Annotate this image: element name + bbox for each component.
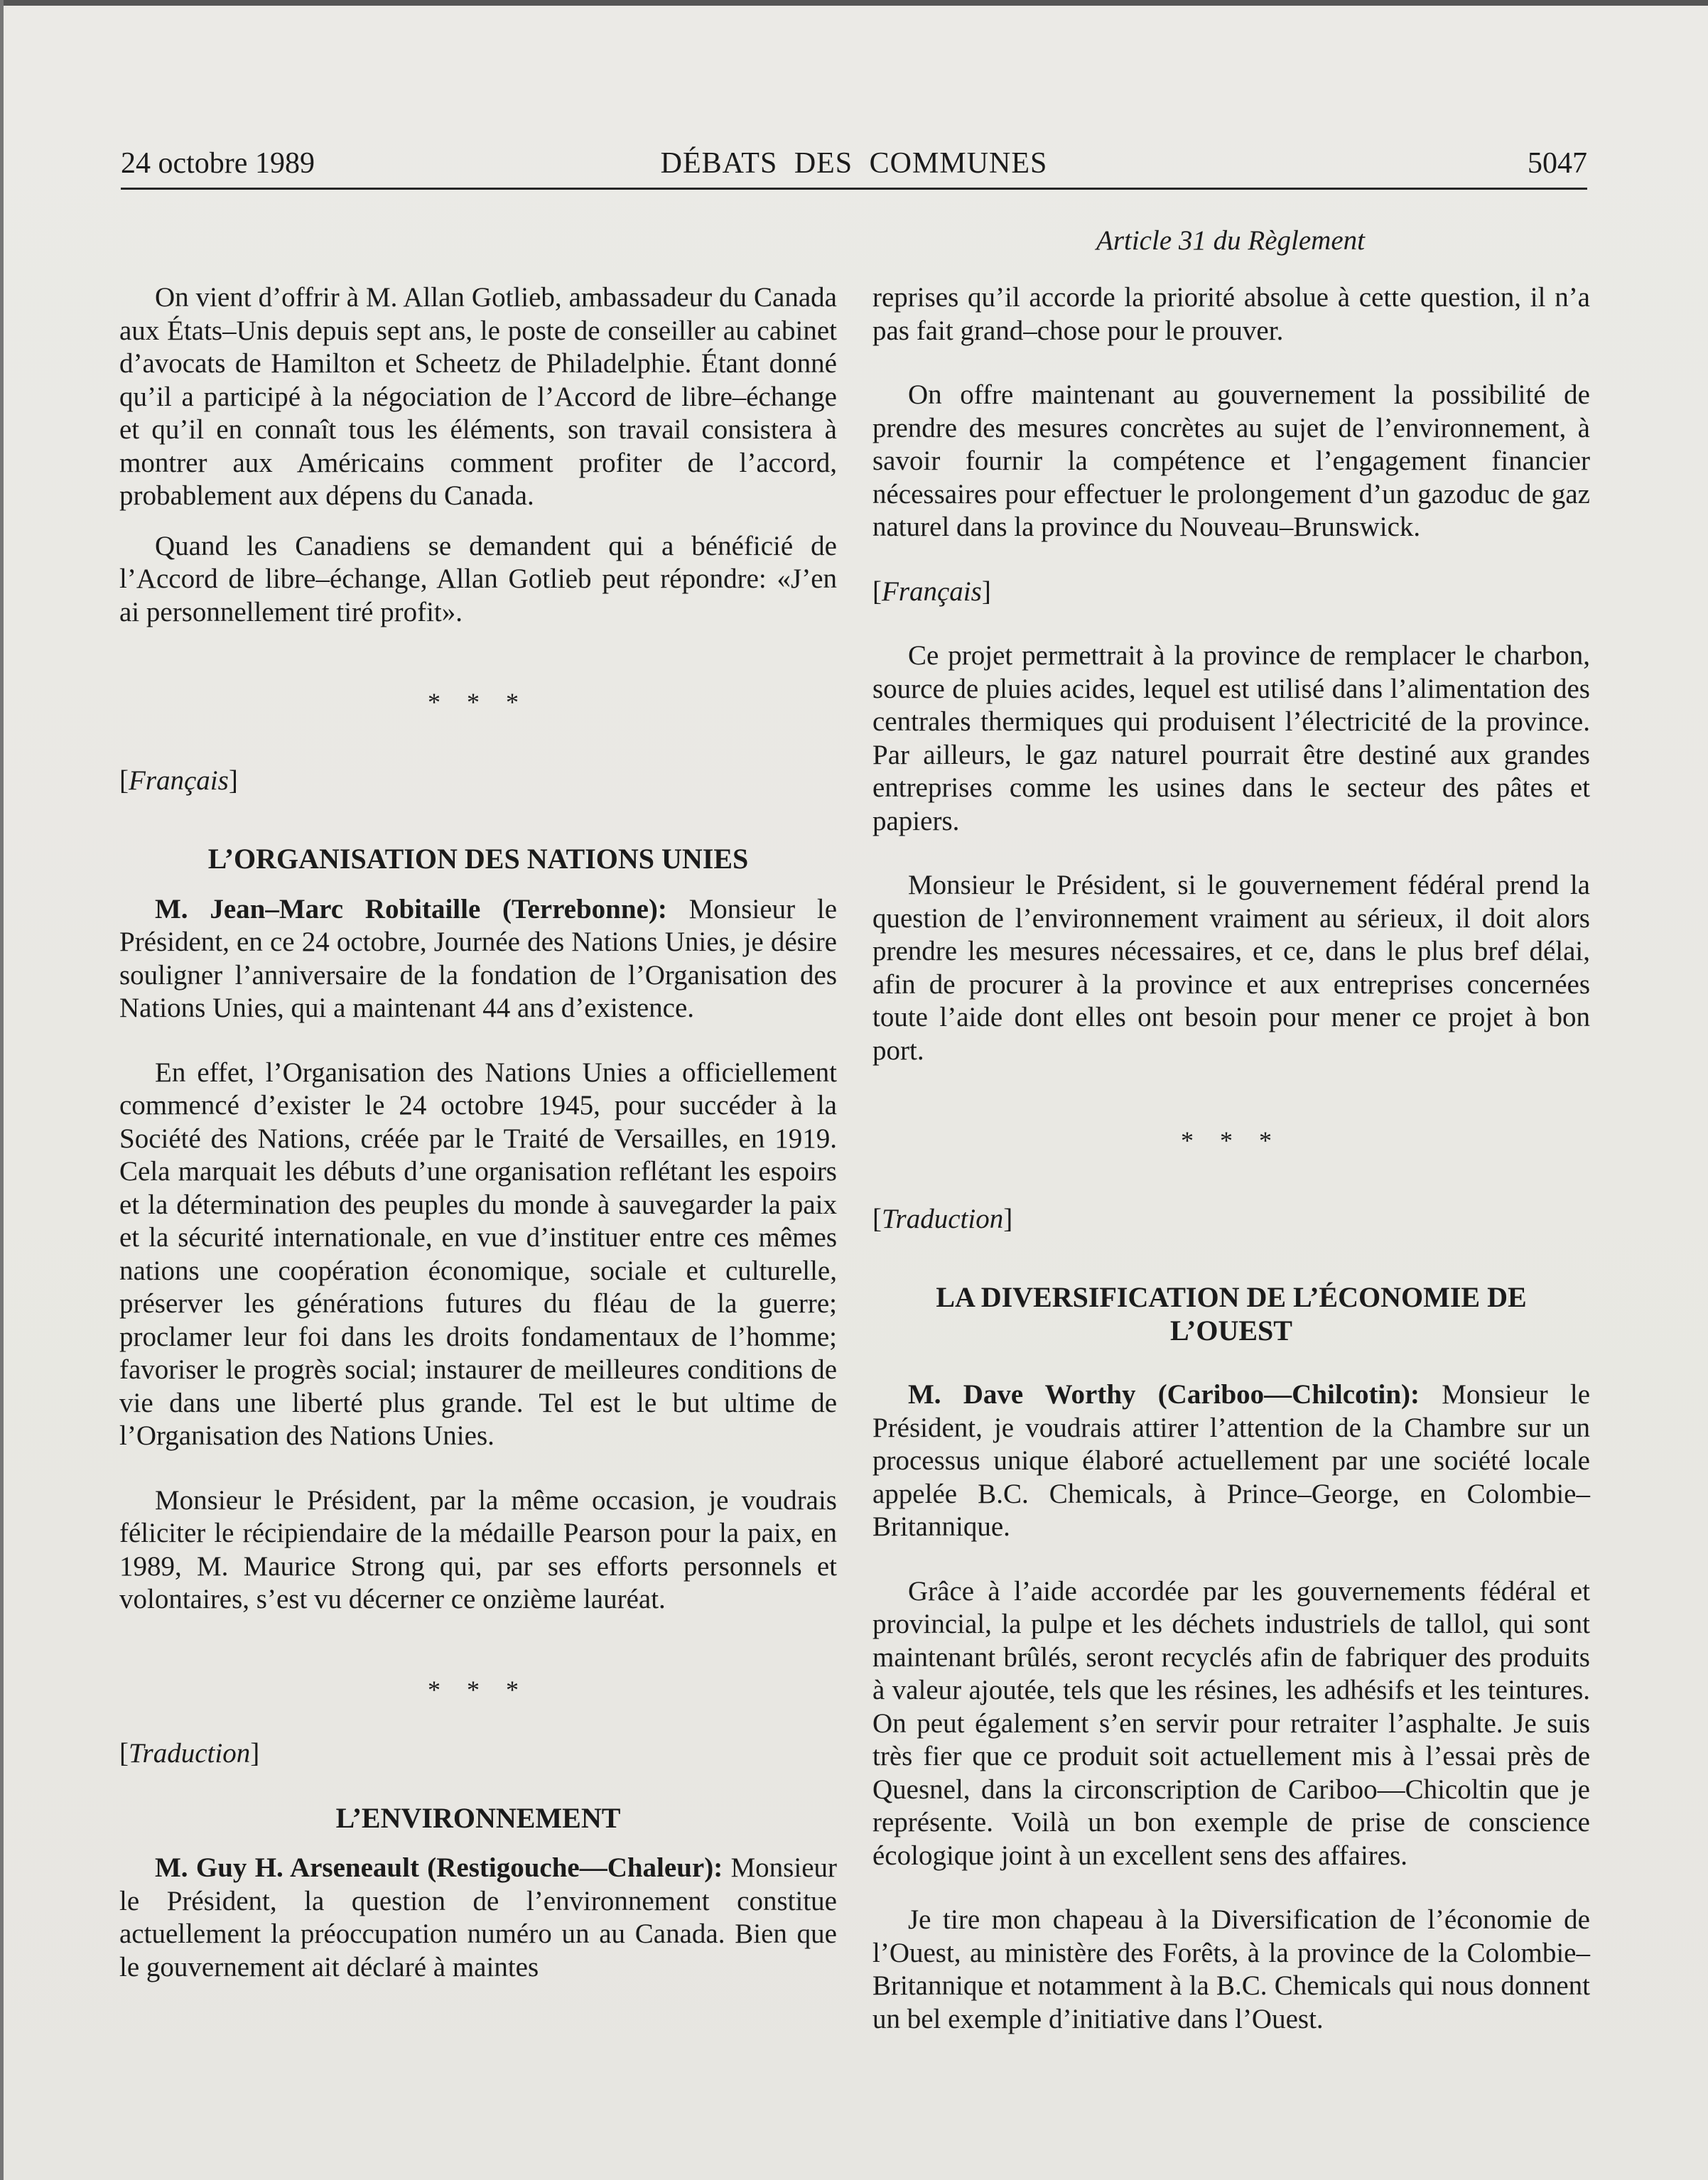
language-tag-text: Traduction [129,1738,251,1769]
language-tag: [Traduction] [119,1738,260,1769]
header-page-number: 5047 [1528,147,1587,180]
paragraph-robitaille-2: En effet, l’Organisation des Nations Unies a officiellement commencé d’exister le 24 octobre 1945, pour succéder à la Société des Nations, créée par le Traité de Versailles, en 1919. Cela marquait les débuts d’une organisation reflétant les espoirs et la détermination des peuples du monde à sauvegarder la paix et la sécurité internationale, en vue d’instituer entre ces mêmes nations une coopération économique, sociale et culturelle, préserver les générations futures du fléau de la guerre; proclamer leur foi dans les droits fondamentaux de l’homme; favoriser le progrès social; instaurer de meilleures conditions de vie dans une liberté plus grande. Tel est le but ultime de l’Organisation des Nations Unies. [119,1057,837,1451]
paragraph-worthy-2: Grâce à l’aide accordée par les gouvernements fédéral et provincial, la pulpe et les déchets industriels de tallol, qui sont maintenant brûlés, seront recyclés afin de fabriquer des produits à valeur ajoutée, tels que les résines, les adhésifs et les teintures. On peut également s’en servir pour retraiter l’asphalte. Je suis très fier que ce produit soit actuellement mis à l’essai près de Quesnel, dans la circonscription de Cariboo—Chicoltin que je représente. Voilà un bon exemple de prise de conscience écologique joint à un excellent sens des affaires. [872,1575,1590,1871]
scan-border-left [0,0,4,2180]
paragraph-text: Monsieur le Président, en ce 24 octobre, Journée des Nations Unies, je désire souligner l’anniversaire de la fondation de l’Organisation des Nations Unies, qui a maintenant 44 ans d’existence. [119,893,838,1023]
paragraph-arseneault-2: reprises qu’il accorde la priorité absolue à cette question, il n’a pas fait grand–chose pour le prouver. [872,282,1590,346]
section-separator: * * * [428,1675,529,1704]
section-heading-onu: L’ORGANISATION DES NATIONS UNIES [207,843,749,875]
paragraph-arseneault-5: Monsieur le Président, si le gouvernement fédéral prend la question de l’environnement vraiment au sérieux, il doit alors prendre les mesures nécessaires, et ce, dans le plus bref délai, afin de procurer à la province et aux entreprises concernées toute l’aide dont elles ont besoin pour mener ce projet à bon port. [872,870,1590,1066]
paragraph-gotlieb-2: Quand les Canadiens se demandent qui a bénéficié de l’Accord de libre–échange, Allan Gotlieb peut répondre: «J’en ai personnellement tiré profit». [119,530,837,627]
scan-border-top [0,0,1708,6]
section-heading-diversification: LA DIVERSIFICATION DE L’ÉCONOMIE DE L’OUEST [936,1281,1527,1347]
paragraph-robitaille-3: Monsieur le Président, par la même occasion, je voudrais féliciter le récipiendaire de la médaille Pearson pour la paix, en 1989, M. Maurice Strong qui, par ses efforts personnels et volontaires, s’est vu décerner ce onzième lauréat. [119,1484,837,1614]
section-separator: * * * [1181,1126,1282,1155]
paragraph-arseneault-3: On offre maintenant au gouvernement la possibilité de prendre des mesures concrètes au sujet de l’environnement, à savoir fournir la compétence et l’engagement financier nécessaires pour effectuer le prolongement d’un gazoduc de gaz naturel dans la province du Nouveau–Brunswick. [872,379,1590,542]
section-separator: * * * [428,688,529,716]
header-date: 24 octobre 1989 [121,147,315,180]
column-label: Article 31 du Règlement [1096,225,1365,256]
language-tag: [Traduction] [872,1203,1013,1234]
language-tag-text: Français [129,765,229,796]
paragraph-text: Monsieur le Président, je voudrais attirer l’attention de la Chambre sur un processus unique élaboré actuellement par une société locale appelée B.C. Chemicals, à Prince–George, en Colombie–Britannique. [872,1379,1591,1542]
right-column [872,281,1590,2036]
paragraph-arseneault-4: Ce projet permettrait à la province de remplacer le charbon, source de pluies acides, lequel est utilisé dans l’alimentation des centrales thermiques qui produisent l’électricité de la province. Par ailleurs, le gaz naturel pourrait être destiné aux grandes entreprises comme les usines dans le secteur des pâtes et papiers. [872,640,1590,836]
speaker-name: M. Guy H. Arseneault (Restigouche—Chaleur): [155,1852,723,1883]
language-tag-text: Traduction [882,1203,1004,1234]
speaker-name: M. Jean–Marc Robitaille (Terrebonne): [155,893,667,924]
paragraph-robitaille-1 [119,893,837,1025]
language-tag: [Français] [872,576,991,607]
section-heading-environnement: L’ENVIRONNEMENT [335,1801,621,1834]
header-rule [121,188,1587,190]
running-header [121,146,1587,189]
speaker-name: M. Dave Worthy (Cariboo—Chilcotin): [908,1379,1420,1410]
paragraph-worthy-1 [872,1378,1590,1544]
language-tag-text: Français [882,576,982,607]
paragraph-arseneault-1 [119,1852,837,1984]
left-column [119,281,837,1984]
paragraph-gotlieb-1: On vient d’offrir à M. Allan Gotlieb, ambassadeur du Canada aux États–Unis depuis sept ans, le poste de conseiller au cabinet d’avocats de Hamilton et Scheetz de Philadelphie. Étant donné qu’il a participé à la négociation de l’Accord de libre–échange et qu’il en connaît tous les éléments, son travail consistera à montrer aux Américains comment profiter de l’accord, probablement aux dépens du Canada. [119,282,837,511]
paragraph-text: Monsieur le Président, la question de l’environnement constitue actuellement la préoccupation numéro un au Canada. Bien que le gouvernement ait déclaré à maintes [119,1852,837,1982]
language-tag: [Français] [119,765,238,796]
paragraph-worthy-3: Je tire mon chapeau à la Diversification de l’économie de l’Ouest, au ministère des Forêts, à la province de la Colombie–Britannique et notamment à la B.C. Chemicals qui nous donnent un bel exemple d’initiative dans l’Ouest. [872,1904,1590,2034]
header-publication-title: DÉBATS DES COMMUNES [660,147,1048,180]
